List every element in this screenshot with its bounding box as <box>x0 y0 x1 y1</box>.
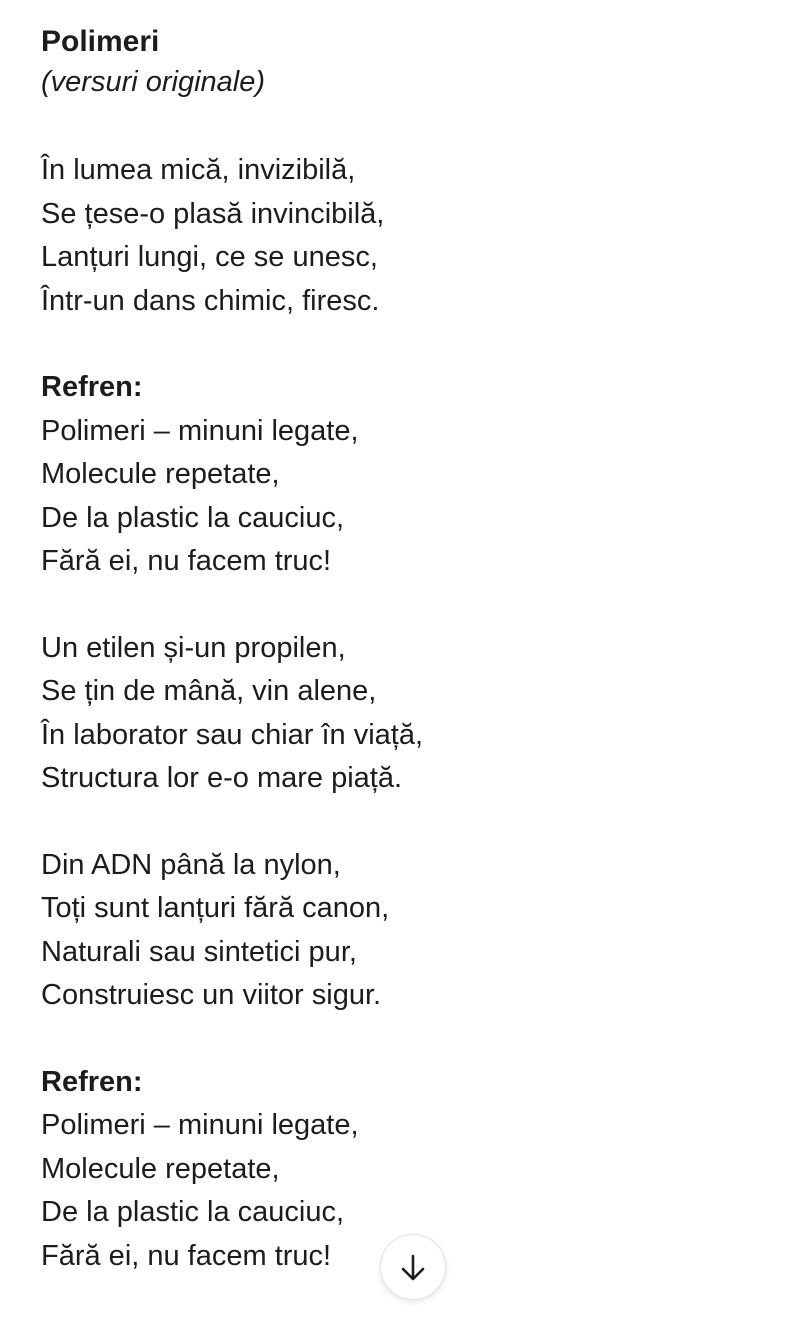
stanza-line: Se țese-o plasă invincibilă, <box>41 197 385 230</box>
stanza-line: Toți sunt lanțuri fără canon, <box>41 892 390 924</box>
stanza-line: Polimeri – minuni legate, <box>41 1109 359 1141</box>
stanza-line: Într-un dans chimic, firesc. <box>41 284 380 317</box>
stanza-line: Structura lor e-o mare piață. <box>41 762 403 794</box>
stanza-line: În lumea mică, invizibilă, <box>41 154 356 186</box>
poem-subtitle: (versuri originale) <box>41 66 266 98</box>
stanza-line: Se țin de mână, vin alene, <box>41 675 377 707</box>
stanza-line: Din ADN până la nylon, <box>41 848 341 881</box>
stanza-3 <box>41 844 761 1018</box>
poem-title: Polimeri <box>41 25 160 58</box>
stanza-1 <box>41 149 761 323</box>
stanza-line: Polimeri – minuni legate, <box>41 414 359 447</box>
stanza-line: De la plastic la cauciuc, <box>41 501 345 534</box>
refrain-label: Refren: <box>41 371 143 403</box>
refrain-label: Refren: <box>41 1065 143 1098</box>
stanza-line: Molecule repetate, <box>41 1152 280 1185</box>
stanza-line: Un etilen și-un propilen, <box>41 631 346 664</box>
scroll-to-bottom-button[interactable] <box>380 1234 446 1300</box>
stanza-line: De la plastic la cauciuc, <box>41 1196 345 1228</box>
stanza-line: Naturali sau sintetici pur, <box>41 935 357 968</box>
stanza-line: În laborator sau chiar în viață, <box>41 718 424 751</box>
stanza-line: Construiesc un viitor sigur. <box>41 979 382 1011</box>
stanza-line: Lanțuri lungi, ce se unesc, <box>41 241 378 273</box>
stanza-2 <box>41 627 761 801</box>
arrow-down-icon <box>399 1253 427 1283</box>
stanza-line: Molecule repetate, <box>41 458 280 490</box>
message-content <box>41 22 761 1321</box>
refrain-1 <box>41 366 761 584</box>
stanza-line: Fără ei, nu facem truc! <box>41 545 332 577</box>
stanza-line: Fără ei, nu facem truc! <box>41 1239 332 1272</box>
